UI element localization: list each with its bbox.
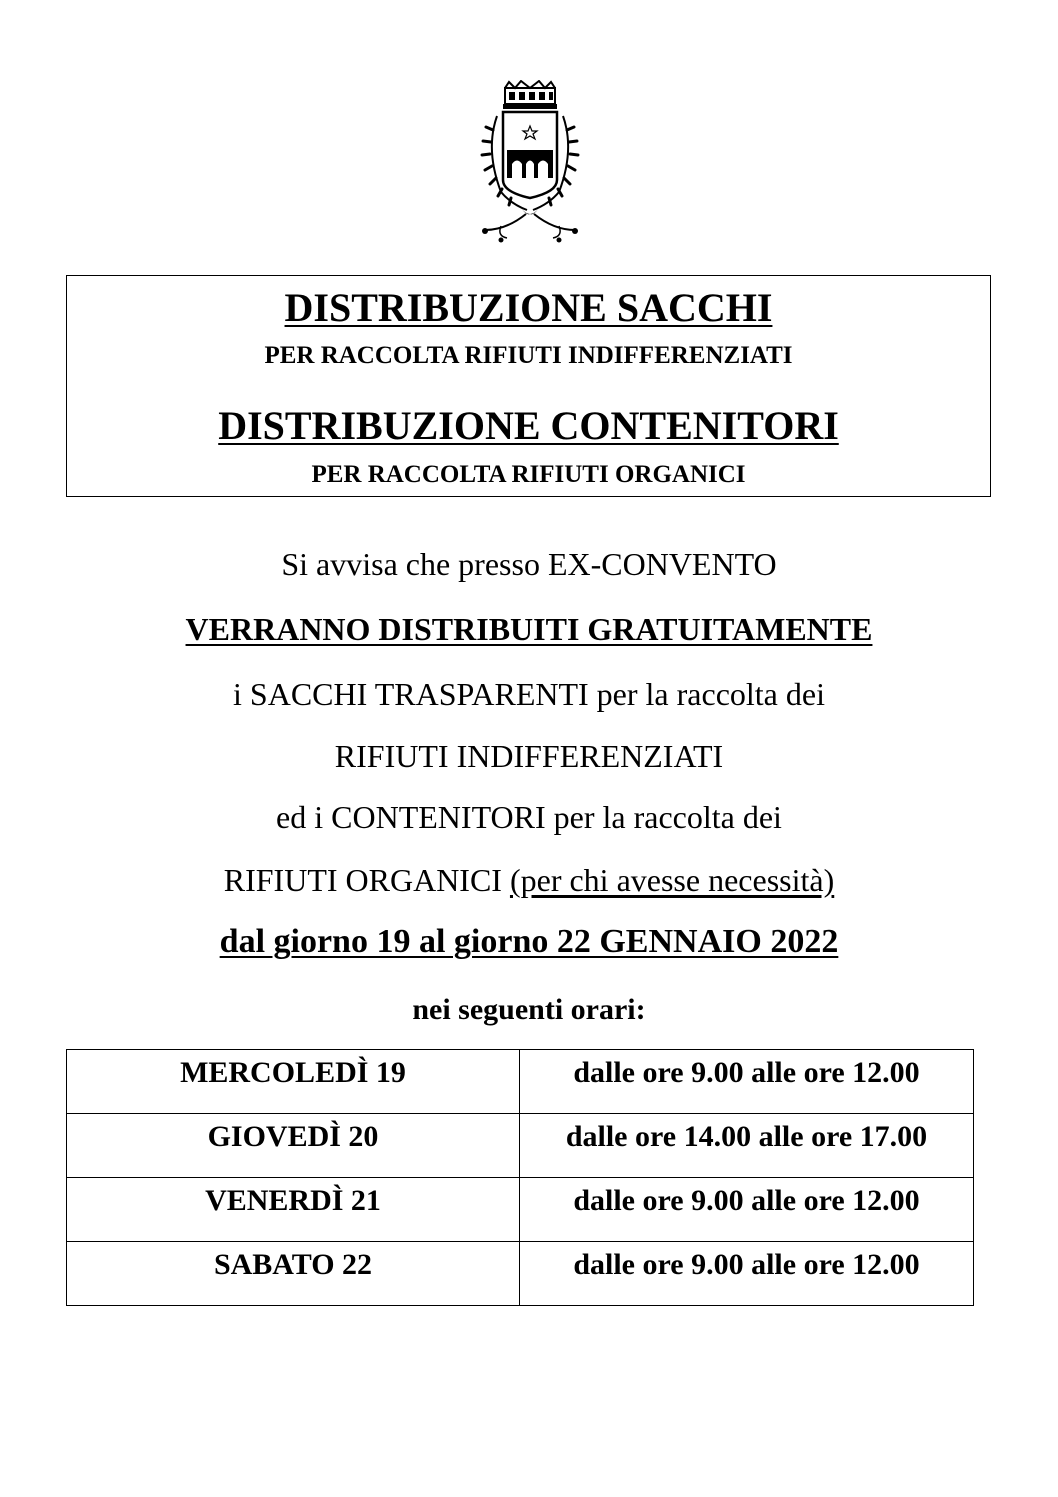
notice-hours-intro: nei seguenti orari: — [412, 993, 646, 1026]
notice-intro: Si avvisa che presso EX-CONVENTO — [281, 546, 777, 582]
notice-headline: VERRANNO DISTRIBUITI GRATUITAMENTE — [185, 611, 873, 647]
subtitle-containers: PER RACCOLTA RIFIUTI ORGANICI — [311, 461, 746, 488]
schedule-day: MERCOLEDÌ 19 — [67, 1050, 520, 1114]
schedule-day: VENERDÌ 21 — [67, 1178, 520, 1242]
schedule-hours: dalle ore 9.00 alle ore 12.00 — [520, 1242, 974, 1306]
notice-line-bags-type: RIFIUTI INDIFFERENZIATI — [334, 738, 724, 774]
schedule-day: GIOVEDÌ 20 — [67, 1114, 520, 1178]
schedule-table — [66, 1049, 974, 1306]
notice-line-containers: ed i CONTENITORI per la raccolta dei — [276, 799, 782, 835]
notice-line-containers-type-row — [0, 862, 1058, 899]
header-box — [66, 275, 991, 497]
table-row — [67, 1114, 974, 1178]
notice-line-containers-note: (per chi avesse necessità) — [509, 862, 835, 898]
table-row — [67, 1178, 974, 1242]
notice-dates: dal giorno 19 al giorno 22 GENNAIO 2022 — [219, 923, 839, 960]
schedule-hours: dalle ore 9.00 alle ore 12.00 — [520, 1050, 974, 1114]
table-row — [67, 1242, 974, 1306]
subtitle-bags: PER RACCOLTA RIFIUTI INDIFFERENZIATI — [264, 342, 793, 369]
coat-of-arms-logo — [471, 80, 589, 250]
table-row — [67, 1050, 974, 1114]
schedule-hours: dalle ore 9.00 alle ore 12.00 — [520, 1178, 974, 1242]
notice-line-containers-type: RIFIUTI ORGANICI — [223, 862, 502, 898]
schedule-hours: dalle ore 14.00 alle ore 17.00 — [520, 1114, 974, 1178]
schedule-day: SABATO 22 — [67, 1242, 520, 1306]
notice-line-bags: i SACCHI TRASPARENTI per la raccolta dei — [233, 676, 825, 712]
title-containers: DISTRIBUZIONE CONTENITORI — [218, 403, 839, 448]
title-bags: DISTRIBUZIONE SACCHI — [284, 285, 773, 330]
